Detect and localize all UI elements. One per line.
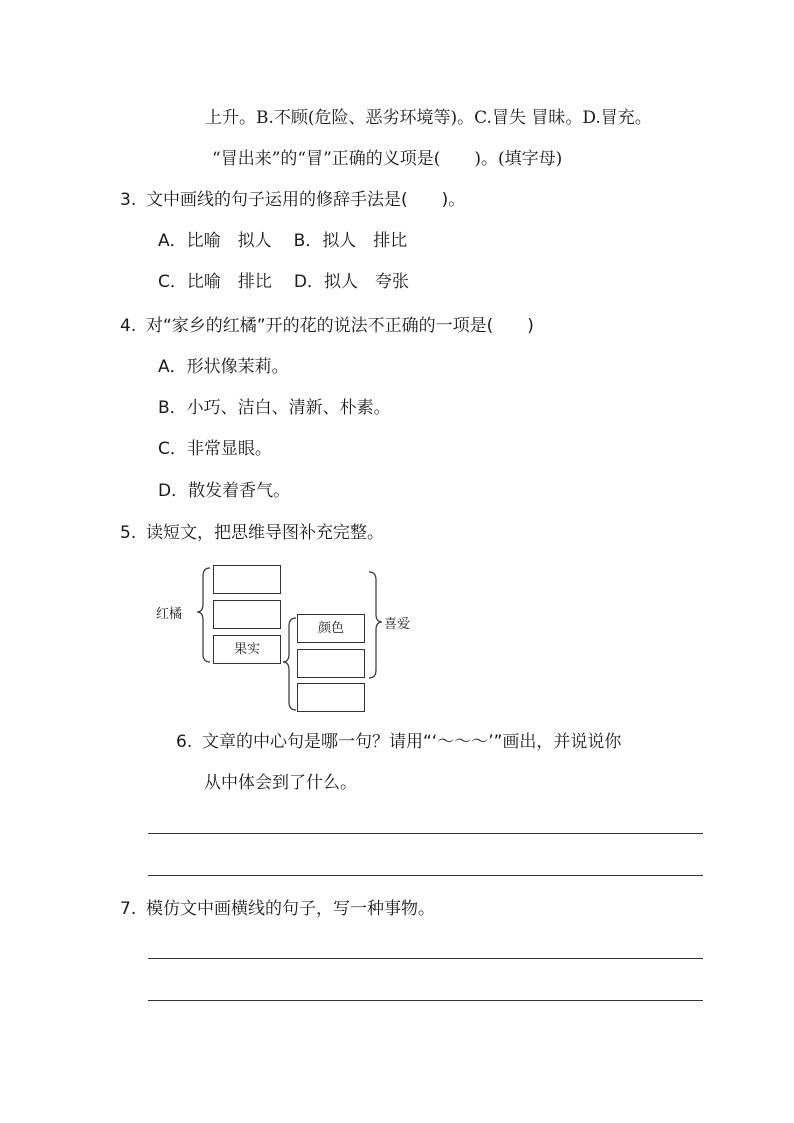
blank-box[interactable]: [213, 600, 281, 629]
option-text: 形状像茉莉。: [186, 357, 289, 377]
question-7: [120, 897, 435, 921]
blank-box[interactable]: [297, 649, 365, 678]
question-number: 3.: [120, 190, 137, 210]
option-letter: D．: [158, 481, 189, 501]
option-letter: C．: [158, 272, 187, 292]
option-letter: A．: [158, 231, 187, 251]
fruit-box: 果实: [213, 635, 281, 664]
question-text: 模仿文中画横线的句子，写一种事物。: [146, 899, 435, 919]
question-text: 文章的中心句是哪一句？请用“‘～～～’”画出，并说说你: [202, 732, 622, 752]
option-text: 比喻 排比: [186, 272, 272, 292]
question-number: 5.: [120, 523, 137, 543]
option-letter: D．: [293, 272, 324, 292]
question-6: [176, 730, 621, 754]
mind-map-root: 红橘: [156, 607, 183, 622]
option-text: 散发着香气。: [188, 481, 291, 501]
question-text: 对“家乡的红橘”开的花的说法不正确的一项是( ): [146, 316, 534, 336]
question-text: 读短文，把思维导图补充完整。: [146, 523, 384, 543]
question-number: 7.: [120, 899, 137, 919]
question-text: 文中画线的句子运用的修辞手法是( )。: [146, 190, 466, 210]
option-letter: B．: [293, 231, 323, 251]
option-text: 拟人 夸张: [323, 272, 409, 292]
question-number: 4.: [120, 316, 137, 336]
prev-question-text: “冒出来”的“冒”正确的义项是( )。(填字母): [212, 149, 563, 169]
option-text: 拟人 排比: [322, 231, 408, 251]
option-text: 比喻 拟人: [186, 231, 272, 251]
option-text: 非常显眼。: [186, 439, 272, 459]
blank-box[interactable]: [297, 683, 365, 712]
option-letter: B．: [158, 398, 187, 418]
color-box: 颜色: [297, 614, 365, 643]
blank-box[interactable]: [213, 565, 281, 594]
answer-line[interactable]: [148, 1000, 703, 1001]
option-letter: A．: [158, 357, 187, 377]
answer-line[interactable]: [148, 958, 703, 959]
answer-line[interactable]: [148, 833, 703, 834]
mind-map-right-label: 喜爱: [384, 617, 411, 632]
question-number: 6.: [176, 732, 193, 752]
question-6-continued: 从中体会到了什么。: [204, 773, 357, 793]
answer-line[interactable]: [148, 875, 703, 876]
option-text: 小巧、洁白、清新、朴素。: [186, 398, 391, 418]
option-letter: C．: [158, 439, 187, 459]
prev-options-text: 上升。B.不顾(危险、恶劣环境等)。C.冒失 冒昧。D.冒充。: [205, 108, 652, 128]
